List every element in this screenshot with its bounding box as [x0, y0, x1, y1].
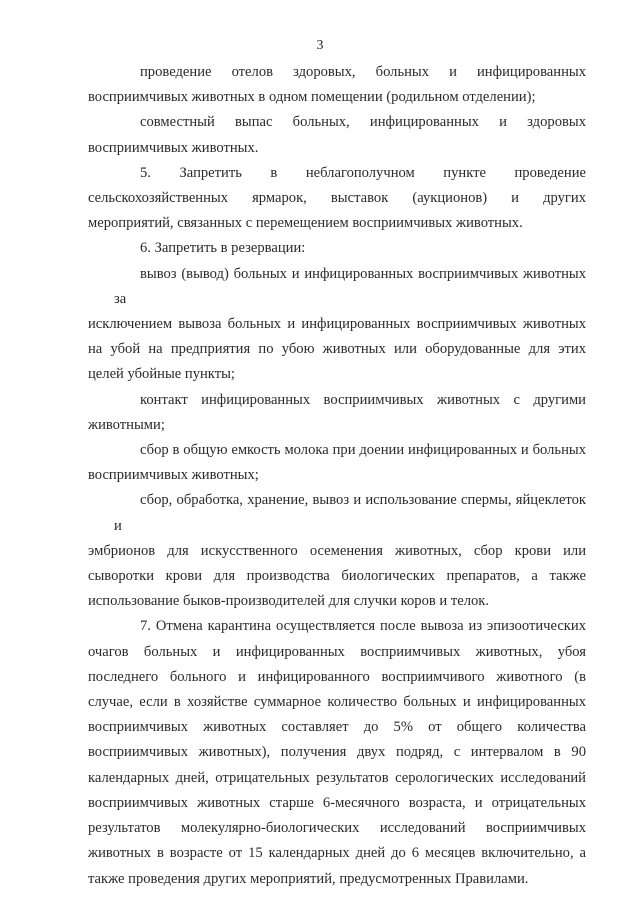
text-line: восприимчивых животных; [88, 467, 259, 484]
text-line: сыворотки крови для производства биологических препаратов, а также [88, 568, 586, 585]
paragraph [88, 60, 586, 110]
paragraph [88, 614, 586, 891]
text-line: исключением вывоза больных и инфицированных восприимчивых животных [88, 316, 586, 333]
text-line: контакт инфицированных восприимчивых животных с другими [140, 391, 586, 408]
paragraph [88, 262, 586, 388]
text-line: календарных дней, отрицательных результатов серологических исследований [88, 769, 586, 786]
document-body [88, 60, 586, 892]
paragraph [88, 110, 586, 160]
text-line: восприимчивых животных старше 6-месячного возраста, и отрицательных [88, 794, 586, 811]
text-line: совместный выпас больных, инфицированных и здоровых [140, 114, 586, 131]
text-line: проведение отелов здоровых, больных и инфицированных [140, 64, 586, 80]
text-line: целей убойные пункты; [88, 366, 235, 383]
paragraph [88, 388, 586, 438]
text-line: сбор в общую емкость молока при доении инфицированных и больных [140, 442, 586, 459]
text-line: последнего больного и инфицированного восприимчивого животного (в [88, 668, 586, 685]
text-line: также проведения других мероприятий, предусмотренных Правилами. [88, 870, 529, 887]
text-line: восприимчивых животных составляет до 5% от общего количества [88, 719, 586, 736]
text-line: сельскохозяйственных ярмарок, выставок (аукционов) и других [88, 190, 586, 207]
text-line: очагов больных и инфицированных восприимчивых животных, убоя [88, 643, 586, 660]
text-line: животных в возрасте от 15 календарных дней до 6 месяцев включительно, а [88, 845, 586, 862]
text-line: мероприятий, связанных с перемещением восприимчивых животных. [88, 215, 523, 232]
text-line: сбор, обработка, хранение, вывоз и использование спермы, яйцеклеток и [114, 492, 586, 534]
text-line: 7. Отмена карантина осуществляется после вывоза из эпизоотических [140, 618, 586, 635]
text-line: результатов молекулярно-биологических исследований восприимчивых [88, 820, 586, 837]
text-line: 5. Запретить в неблагополучном пункте проведение [140, 164, 586, 181]
text-line: восприимчивых животных. [88, 139, 259, 156]
text-line: эмбрионов для искусственного осеменения животных, сбор крови или [88, 542, 586, 559]
page-number: 3 [316, 38, 324, 53]
text-line: на убой на предприятия по убою животных или оборудованные для этих [88, 341, 586, 358]
text-line: случае, если в хозяйстве суммарное количество больных и инфицированных [88, 694, 586, 711]
paragraph [88, 488, 586, 614]
text-line: использование быков-производителей для случки коров и телок. [88, 593, 490, 610]
text-line: восприимчивых животных в одном помещении (родильном отделении); [88, 89, 536, 106]
text-line: вывоз (вывод) больных и инфицированных восприимчивых животных за [114, 265, 586, 307]
paragraph [88, 236, 586, 261]
text-line: 6. Запретить в резервации: [140, 240, 306, 257]
text-line: животными; [88, 416, 165, 433]
text-line: восприимчивых животных), получения двух подряд, с интервалом в 90 [88, 744, 586, 761]
paragraph [88, 161, 586, 237]
paragraph [88, 438, 586, 488]
